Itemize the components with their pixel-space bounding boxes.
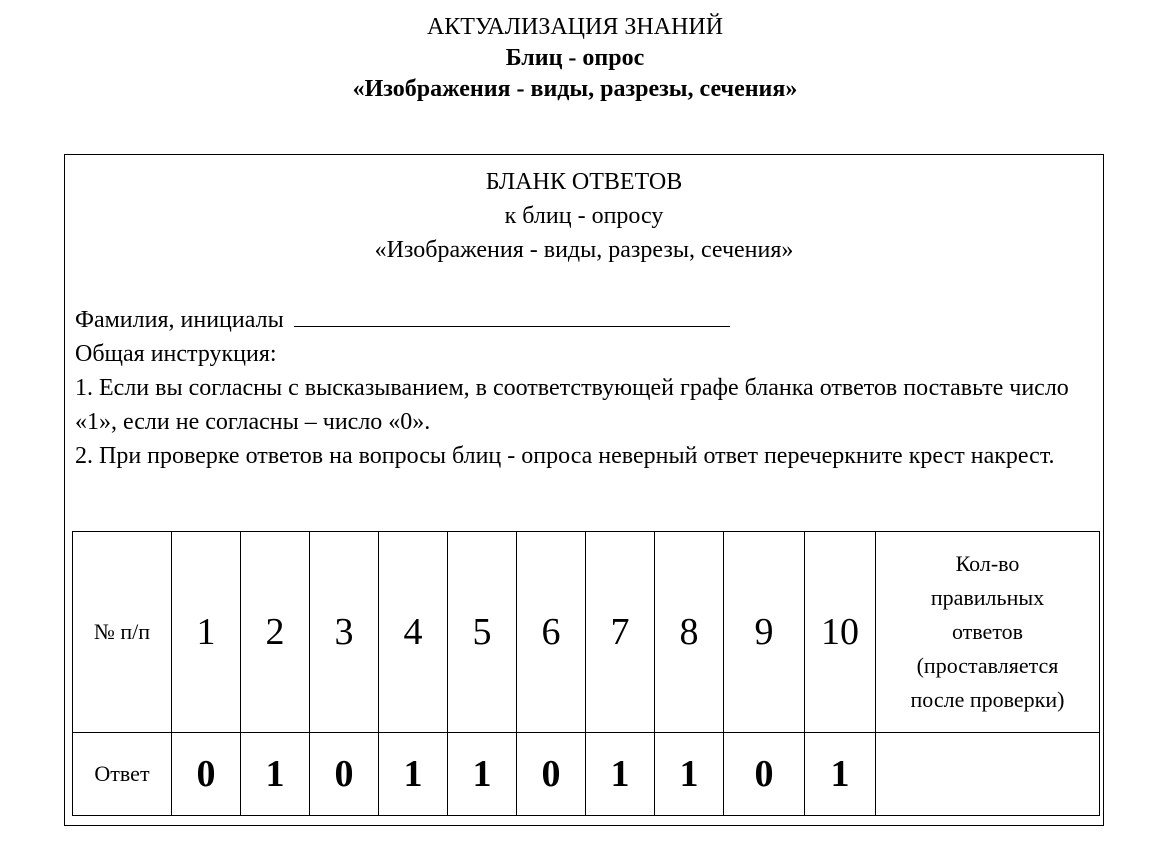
question-number-3: 3 <box>310 532 379 733</box>
answer-label-cell: Ответ <box>73 733 172 816</box>
form-title-main: БЛАНК ОТВЕТОВ <box>485 169 683 195</box>
header-topic: «Изображения - виды, разрезы, сечения» <box>352 76 798 102</box>
instruction-item-2: 2. При проверке ответов на вопросы блиц - опроса неверный ответ перечеркните крест накрест. <box>75 443 1055 469</box>
header-quiz-type: Блиц - опрос <box>505 45 645 71</box>
question-number-4: 4 <box>379 532 448 733</box>
total-correct-header <box>876 532 1100 733</box>
question-number-9: 9 <box>724 532 805 733</box>
form-title-topic: «Изображения - виды, разрезы, сечения» <box>374 237 794 263</box>
total-header-line: правильных <box>930 585 1045 610</box>
question-number-6: 6 <box>517 532 586 733</box>
instruction-title: Общая инструкция: <box>75 341 277 367</box>
answer-table <box>72 531 1100 816</box>
total-header-line: (проставляется <box>916 653 1059 678</box>
total-header-line: ответов <box>951 619 1024 644</box>
name-field-row <box>75 302 1085 337</box>
instructions <box>75 302 1085 473</box>
total-header-line: Кол-во <box>955 551 1020 576</box>
answer-form <box>64 154 1104 826</box>
answer-cell-3[interactable]: 0 <box>310 733 379 816</box>
form-title-sub: к блиц - опросу <box>504 203 664 229</box>
page-header <box>0 12 1150 105</box>
answer-cell-10[interactable]: 1 <box>805 733 876 816</box>
answer-cell-6[interactable]: 0 <box>517 733 586 816</box>
answer-cell-1[interactable]: 0 <box>172 733 241 816</box>
question-number-10: 10 <box>805 532 876 733</box>
total-correct-value[interactable] <box>876 733 1100 816</box>
header-section-title: АКТУАЛИЗАЦИЯ ЗНАНИЙ <box>426 14 724 40</box>
table-row-numbers <box>73 532 1100 733</box>
name-label: Фамилия, инициалы <box>75 307 284 333</box>
answer-cell-4[interactable]: 1 <box>379 733 448 816</box>
answer-cell-5[interactable]: 1 <box>448 733 517 816</box>
answer-cell-9[interactable]: 0 <box>724 733 805 816</box>
question-number-8: 8 <box>655 532 724 733</box>
name-input-line[interactable] <box>294 302 730 327</box>
question-number-5: 5 <box>448 532 517 733</box>
question-number-7: 7 <box>586 532 655 733</box>
question-number-1: 1 <box>172 532 241 733</box>
answer-cell-2[interactable]: 1 <box>241 733 310 816</box>
question-number-2: 2 <box>241 532 310 733</box>
form-title <box>65 165 1103 267</box>
number-label-cell: № п/п <box>73 532 172 733</box>
instruction-item-1: 1. Если вы согласны с высказыванием, в соответствующей графе бланка ответов поставьте число «1», если не согласны – число «0». <box>75 375 1069 435</box>
answer-cell-7[interactable]: 1 <box>586 733 655 816</box>
total-header-line: после проверки) <box>910 687 1065 712</box>
answer-cell-8[interactable]: 1 <box>655 733 724 816</box>
table-row-answers <box>73 733 1100 816</box>
